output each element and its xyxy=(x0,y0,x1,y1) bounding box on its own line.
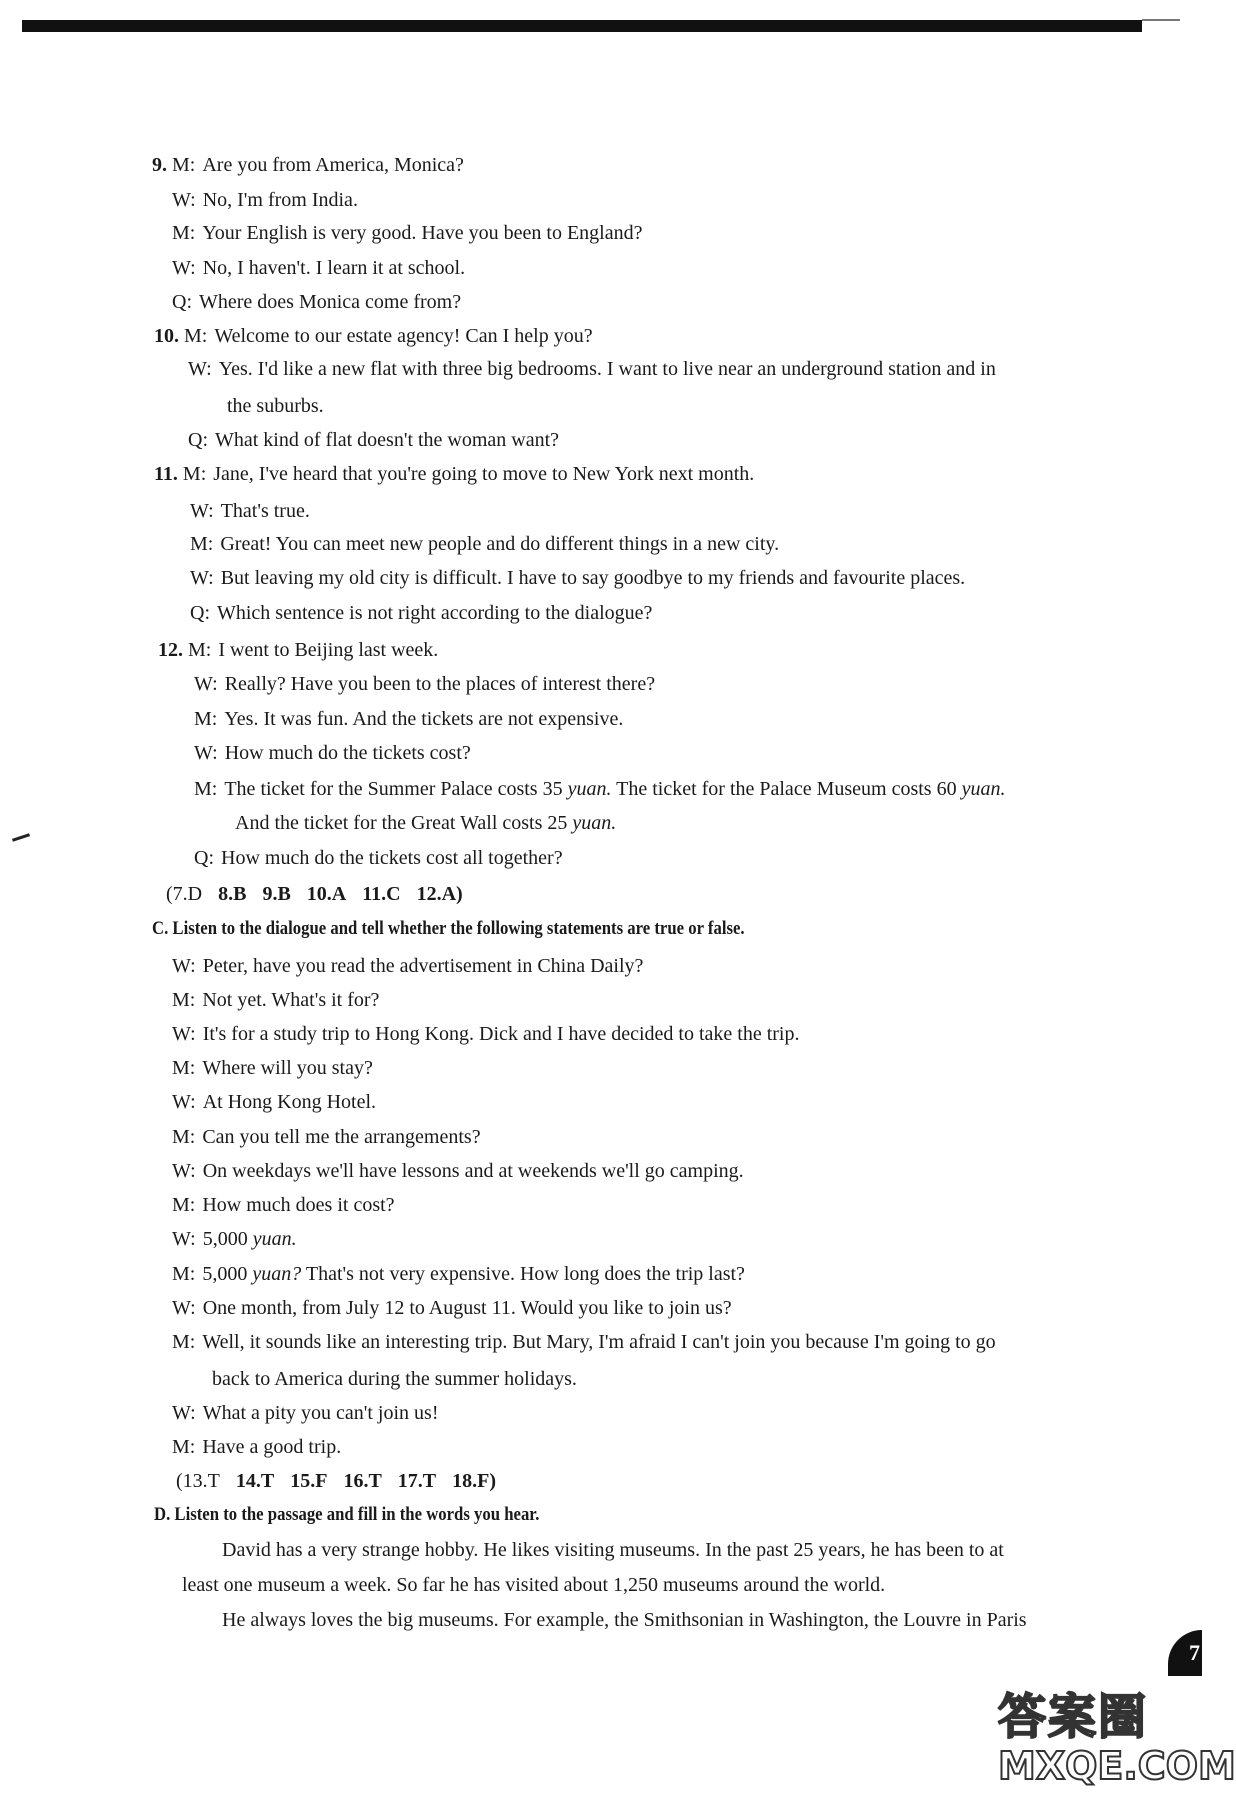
dialogue-line: M: Where will you stay? xyxy=(172,1057,373,1079)
dialogue-line-continued: the suburbs. xyxy=(227,395,324,417)
dialogue-line: M: The ticket for the Summer Palace costs 35 yuan. The ticket for the Palace Museum costs 60 yuan. xyxy=(194,778,1006,800)
dialogue-line: W: Peter, have you read the advertisement in China Daily? xyxy=(172,955,644,977)
dialogue-line: M: Your English is very good. Have you been to England? xyxy=(172,222,643,244)
dialogue-line: W: At Hong Kong Hotel. xyxy=(172,1091,377,1113)
dialogue-line: M: Have a good trip. xyxy=(172,1436,342,1458)
question-line: Q: Where does Monica come from? xyxy=(172,291,462,313)
dialogue-line: 11. M: Jane, I've heard that you're going to move to New York next month. xyxy=(154,463,755,485)
question-line: Q: How much do the tickets cost all together? xyxy=(194,847,563,869)
page-number: 7 xyxy=(1189,1640,1200,1665)
question-number: 12. xyxy=(158,639,183,661)
dialogue-line: M: Yes. It was fun. And the tickets are not expensive. xyxy=(194,708,624,730)
dialogue-line: W: One month, from July 12 to August 11. Would you like to join us? xyxy=(172,1297,732,1319)
watermark-logo xyxy=(998,1689,1236,1795)
dialogue-line-continued: back to America during the summer holidays. xyxy=(212,1368,577,1390)
top-rule-tail xyxy=(1142,19,1180,21)
watermark-bottom: MXQE.COM xyxy=(998,1744,1236,1788)
dialogue-line: M: 5,000 yuan? That's not very expensive. How long does the trip last? xyxy=(172,1263,745,1285)
dialogue-line: M: How much does it cost? xyxy=(172,1194,395,1216)
dialogue-line: W: No, I'm from India. xyxy=(172,189,358,211)
dialogue-line: W: No, I haven't. I learn it at school. xyxy=(172,257,466,279)
passage-line: David has a very strange hobby. He likes visiting museums. In the past 25 years, he has been to at xyxy=(222,1539,1004,1561)
top-rule xyxy=(22,20,1142,32)
dialogue-line: W: 5,000 yuan. xyxy=(172,1228,297,1250)
question-line: Q: Which sentence is not right according to the dialogue? xyxy=(190,602,653,624)
question-line: Q: What kind of flat doesn't the woman want? xyxy=(188,429,560,451)
passage-line: least one museum a week. So far he has visited about 1,250 museums around the world. xyxy=(182,1574,886,1596)
dialogue-line: W: It's for a study trip to Hong Kong. Dick and I have decided to take the trip. xyxy=(172,1023,800,1045)
dialogue-line: 9. M: Are you from America, Monica? xyxy=(152,154,464,176)
question-number: 10. xyxy=(154,325,179,347)
answer-key: (13.T 14.T 15.F 16.T 17.T 18.F) xyxy=(176,1470,497,1492)
watermark-top: 答案圈 xyxy=(998,1689,1149,1745)
section-d-heading: D. Listen to the passage and fill in the words you hear. xyxy=(154,1504,540,1525)
dialogue-line: W: But leaving my old city is difficult. I have to say goodbye to my friends and favourite places. xyxy=(190,567,966,589)
dialogue-line: W: That's true. xyxy=(190,500,310,522)
margin-mark xyxy=(12,833,30,841)
dialogue-line: W: What a pity you can't join us! xyxy=(172,1402,439,1424)
dialogue-line: W: Really? Have you been to the places of interest there? xyxy=(194,673,656,695)
section-c-heading: C. Listen to the dialogue and tell whether the following statements are true or false. xyxy=(152,918,745,939)
dialogue-line: M: Not yet. What's it for? xyxy=(172,989,380,1011)
dialogue-line: M: Can you tell me the arrangements? xyxy=(172,1126,481,1148)
passage-line: He always loves the big museums. For example, the Smithsonian in Washington, the Louvre in Paris xyxy=(222,1609,1027,1631)
dialogue-line: W: How much do the tickets cost? xyxy=(194,742,471,764)
dialogue-line: M: Well, it sounds like an interesting trip. But Mary, I'm afraid I can't join you because I'm going to go xyxy=(172,1331,996,1353)
dialogue-line: W: Yes. I'd like a new flat with three big bedrooms. I want to live near an underground station and in xyxy=(188,358,996,380)
dialogue-line: 10. M: Welcome to our estate agency! Can I help you? xyxy=(154,325,593,347)
dialogue-line: M: Great! You can meet new people and do different things in a new city. xyxy=(190,533,780,555)
dialogue-line: W: On weekdays we'll have lessons and at weekends we'll go camping. xyxy=(172,1160,744,1182)
question-number: 9. xyxy=(152,154,167,176)
question-number: 11. xyxy=(154,463,178,485)
dialogue-line: 12. M: I went to Beijing last week. xyxy=(158,639,439,661)
dialogue-line-continued: And the ticket for the Great Wall costs 25 yuan. xyxy=(235,812,617,834)
answer-key: (7.D 8.B 9.B 10.A 11.C 12.A) xyxy=(166,883,463,905)
